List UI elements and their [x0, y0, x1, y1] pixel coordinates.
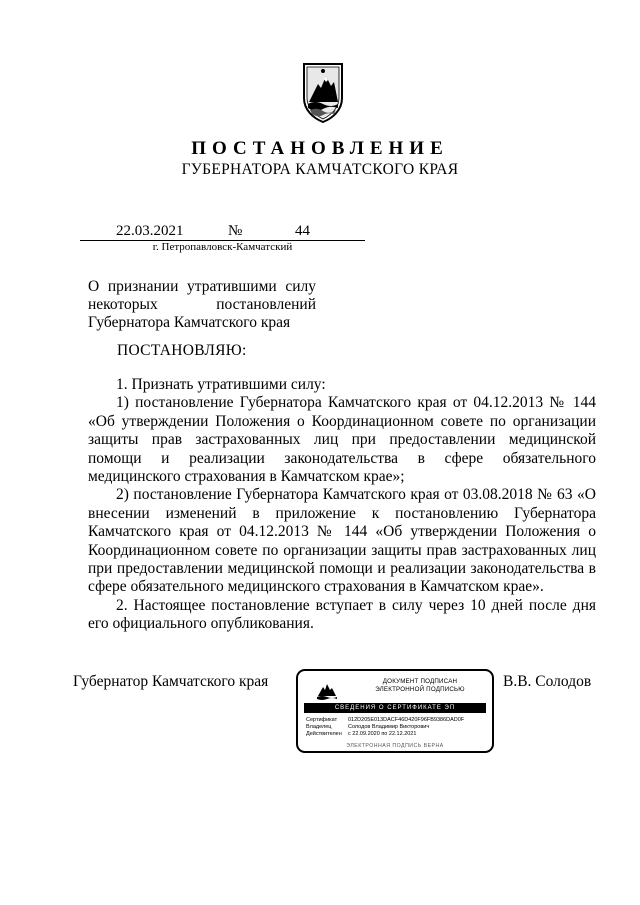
- document-subtitle: ГУБЕРНАТОРА КАМЧАТСКОГО КРАЯ: [181, 161, 459, 178]
- heading-line-2b: постановлений: [216, 296, 316, 313]
- body-paragraph-1: 1. Признать утратившими силу:: [116, 376, 326, 393]
- document-city: г. Петропавловск-Камчатский: [152, 241, 293, 253]
- body-paragraph-4: 2. Настоящее постановление вступает в силу через 10 дней после дня его официального опубликования.: [88, 596, 596, 633]
- signatory-name: В.В. Солодов: [503, 673, 592, 690]
- stamp-validity-value: с 22.09.2020 по 22.12.2021: [348, 731, 417, 737]
- heading-line-2a: некоторых: [88, 296, 158, 313]
- stamp-validity-label: Действителен: [306, 731, 342, 737]
- stamp-heading: [356, 678, 484, 694]
- stamp-row-validity: [306, 731, 416, 738]
- heading-line-2: [88, 296, 316, 314]
- stamp-heading-line-2: ЭЛЕКТРОННОЙ ПОДПИСЬЮ: [375, 686, 465, 693]
- stamp-cert-label: Сертификат: [306, 717, 338, 723]
- stamp-emblem-icon: [316, 680, 338, 702]
- date-number-row: [80, 223, 365, 241]
- document-title: ПОСТАНОВЛЕНИЕ: [191, 138, 449, 159]
- stamp-row-owner: [306, 724, 429, 731]
- electronic-signature-stamp: [296, 669, 494, 753]
- document-number: 44: [295, 223, 310, 239]
- heading-line-1: О признании утратившими силу: [88, 278, 316, 295]
- document-heading: [88, 278, 316, 332]
- stamp-heading-line-1: ДОКУМЕНТ ПОДПИСАН: [382, 678, 458, 685]
- body-paragraph-3: 2) постановление Губернатора Камчатского края от 03.08.2018 № 63 «О внесении изменений в приложение к постановлению Губернатора Камчатского края от 04.12.2013 № 144 «Об утверждении Положения о Координационном совете по организации защиты прав застрахованных лиц при предоставлении медицинской помощи и реализации законодательства в сфере обязательного медицинского страхования в Камчатском крае».: [88, 486, 596, 596]
- stamp-row-certificate: [306, 717, 464, 724]
- stamp-owner-value: Солодов Владимир Викторович: [348, 724, 430, 730]
- heading-line-3: Губернатора Камчатского края: [88, 314, 291, 331]
- stamp-owner-label: Владелец: [306, 724, 332, 730]
- coat-of-arms-emblem: [300, 60, 346, 124]
- signatory-position: Губернатор Камчатского края: [73, 673, 269, 690]
- stamp-certificate-bar: СВЕДЕНИЯ О СЕРТИФИКАТЕ ЭП: [304, 703, 486, 713]
- number-sign: №: [228, 223, 243, 239]
- stamp-cert-value: 012D205E013DACF46D420F96FB9386DAD0F: [348, 717, 465, 723]
- decree-word: ПОСТАНОВЛЯЮ:: [117, 342, 247, 359]
- document-body: [88, 376, 596, 634]
- stamp-footer: ЭЛЕКТРОННАЯ ПОДПИСЬ ВЕРНА: [346, 743, 444, 749]
- document-date: 22.03.2021: [116, 223, 184, 239]
- body-paragraph-2: 1) постановление Губернатора Камчатского края от 04.12.2013 № 144 «Об утверждении Положения о Координационном совете по организации защиты прав застрахованных лиц при предоставлении медицинской помощи и реализации законодательства в сфере обязательного медицинского страхования в Камчатском крае»;: [88, 394, 596, 486]
